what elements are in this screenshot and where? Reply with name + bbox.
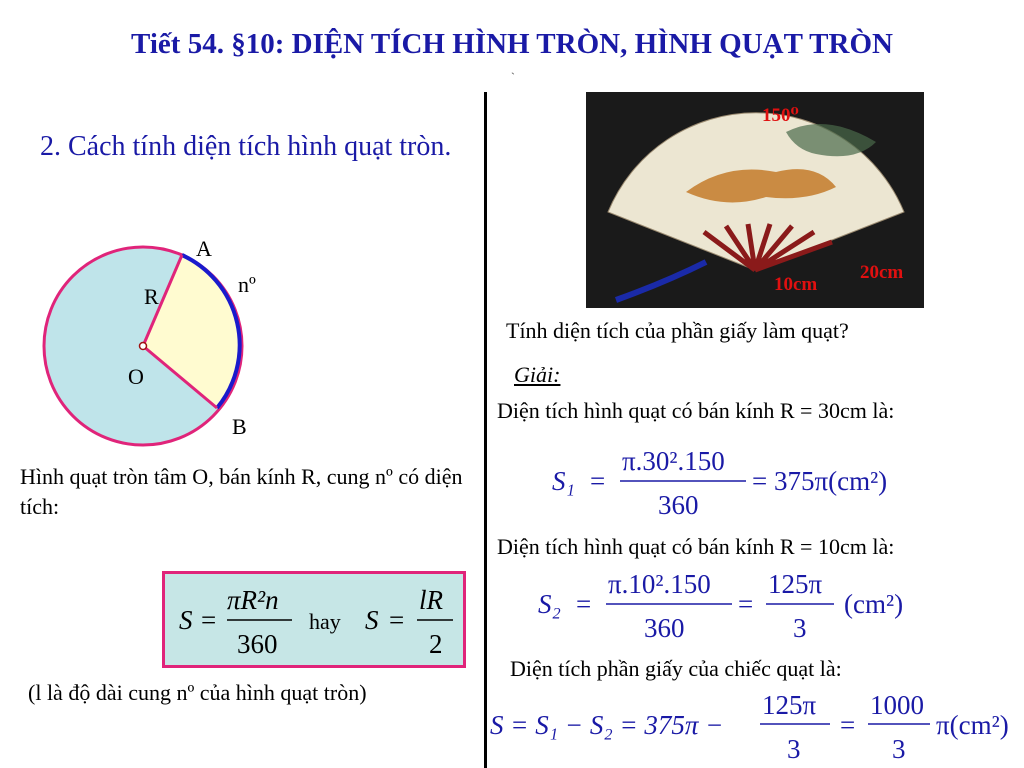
slide-title: Tiết 54. §10: DIỆN TÍCH HÌNH TRÒN, HÌNH QUẠT TRÒN [131, 28, 893, 60]
eq1-rhs: = 375π(cm²) [752, 466, 888, 496]
formula-num1: πR²n [227, 585, 279, 615]
formula-num2: lR [419, 585, 443, 615]
tick-mark: ` [511, 70, 515, 84]
fan-angle-label: 150⁰ [762, 105, 799, 126]
eq3-lhs: S = S₁ − S₂ = 375π − [490, 710, 724, 740]
section-heading: 2. Cách tính diện tích hình quạt tròn. [40, 131, 452, 162]
fan-photo [586, 92, 924, 308]
fan-outer-label: 20cm [860, 262, 904, 283]
eq3-den2: 3 [892, 734, 906, 764]
label-r: R [144, 284, 159, 309]
eq1-eq: = [590, 466, 606, 496]
label-a: A [196, 236, 212, 261]
formula-svg [165, 574, 463, 665]
eq2-lhs: S₂ [538, 589, 561, 619]
eq3-eq: = [840, 710, 856, 740]
formula-hay: hay [309, 609, 341, 634]
formula-box [162, 571, 466, 668]
sector-diagram [30, 240, 260, 450]
formula-s2: S [365, 605, 379, 635]
column-divider [484, 92, 487, 768]
eq1-den: 360 [658, 490, 699, 520]
eq3-num2: 1000 [870, 690, 924, 720]
equation-s1 [552, 440, 932, 524]
eq1-num: π.30².150 [622, 446, 725, 476]
equation-total [490, 686, 1024, 768]
step1-text: Diện tích hình quạt có bán kính R = 30cm là: [497, 398, 895, 423]
giai-label: Giải: [514, 362, 561, 387]
label-b: B [232, 414, 247, 439]
formula-eq2: = [389, 605, 405, 635]
label-n: nº [238, 272, 256, 297]
center-point [140, 343, 147, 350]
eq2-eq1: = [576, 589, 592, 619]
sector-description: Hình quạt tròn tâm O, bán kính R, cung nº có diện tích: [20, 464, 463, 519]
formula-den2: 2 [429, 629, 443, 659]
step3-text: Diện tích phần giấy của chiếc quạt là: [510, 656, 842, 681]
eq1-lhs: S₁ [552, 466, 575, 496]
eq2-num2: 125π [768, 569, 823, 599]
eq2-eq2: = [738, 589, 754, 619]
question-text: Tính diện tích của phần giấy làm quạt? [506, 318, 849, 343]
formula-eq1: = [201, 605, 217, 635]
eq2-num: π.10².150 [608, 569, 711, 599]
eq2-den: 360 [644, 613, 685, 643]
eq2-den2: 3 [793, 613, 807, 643]
step2-text: Diện tích hình quạt có bán kính R = 10cm là: [497, 534, 895, 559]
equation-s2 [538, 565, 928, 649]
eq3-den1: 3 [787, 734, 801, 764]
eq3-unit: π(cm²) [936, 710, 1009, 740]
label-o: O [128, 364, 144, 389]
eq2-unit: (cm²) [844, 589, 904, 619]
formula-den1: 360 [237, 629, 278, 659]
arc-note: (l là độ dài cung nº của hình quạt tròn) [28, 680, 367, 705]
eq3-num1: 125π [762, 690, 817, 720]
formula-s1: S [179, 605, 193, 635]
fan-inner-label: 10cm [774, 274, 818, 295]
